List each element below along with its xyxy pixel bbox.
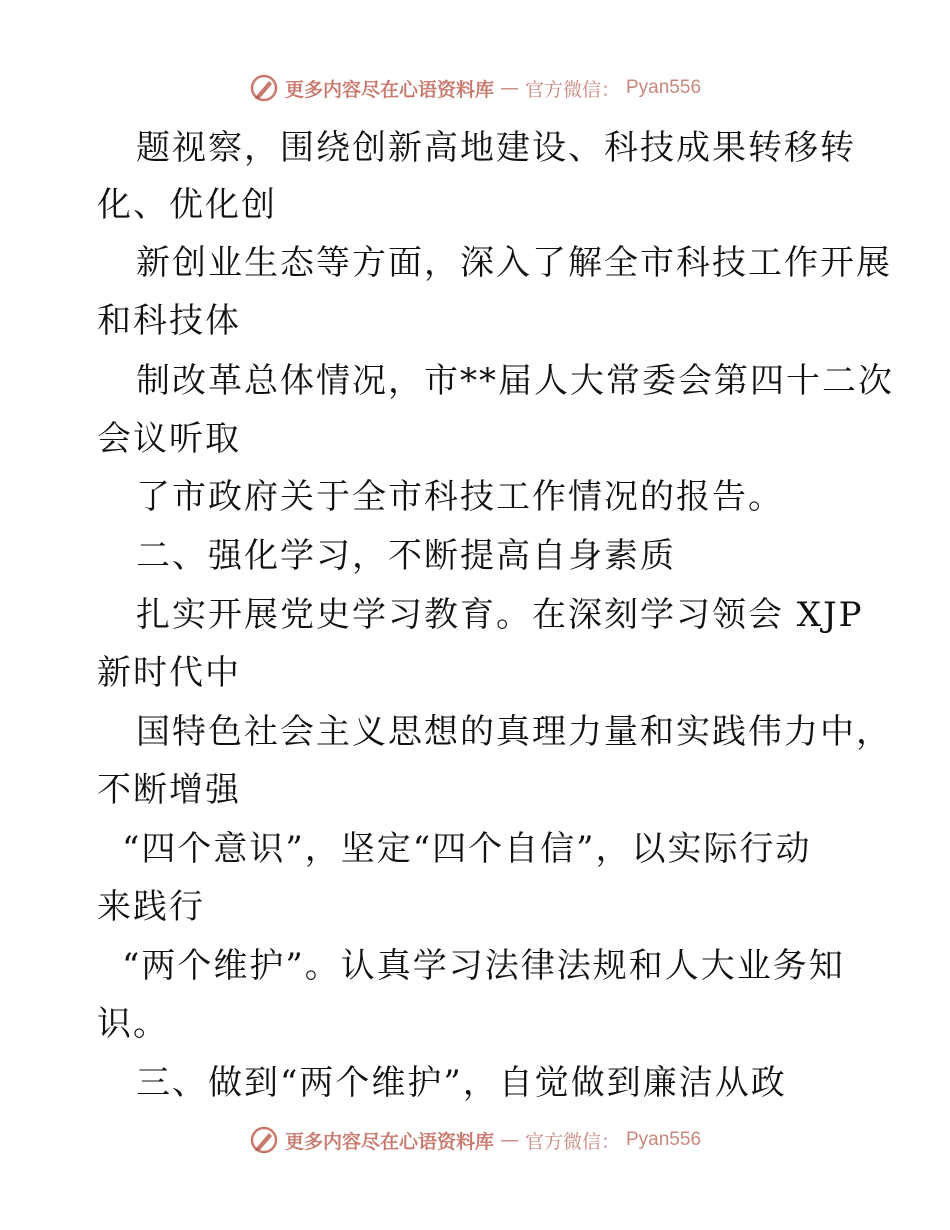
header-wechat-id: Pyan556	[626, 77, 702, 98]
header-watermark	[0, 73, 950, 103]
footer-watermark	[0, 1125, 950, 1155]
body-line-10: 新时代中	[97, 653, 241, 693]
body-line-11: 国特色社会主义思想的真理力量和实践伟力中，	[136, 712, 892, 752]
body-line-14: 来践行	[97, 887, 205, 927]
header-banner-text: 更多内容尽在心语资料库	[284, 78, 494, 101]
header-wechat-label: 官方微信：	[524, 78, 620, 101]
section-heading-2: 二、强化学习，不断提高自身素质	[136, 536, 676, 576]
body-line-16: 识。	[97, 1004, 169, 1044]
body-line-1: 题视察，围绕创新高地建设、科技成果转移转	[136, 128, 856, 168]
pen-logo-icon	[249, 73, 279, 103]
header-banner-dash: —	[499, 77, 519, 99]
footer-banner-text: 更多内容尽在心语资料库	[284, 1130, 494, 1153]
pen-logo-icon	[249, 1125, 279, 1155]
body-line-15: “两个维护”。认真学习法律法规和人大业务知	[122, 946, 845, 986]
body-line-3: 新创业生态等方面，深入了解全市科技工作开展	[136, 243, 892, 283]
footer-wechat-id: Pyan556	[626, 1129, 702, 1150]
body-line-13: “四个意识”，坚定“四个自信”，以实际行动	[122, 829, 812, 869]
footer-banner-dash: —	[499, 1129, 519, 1151]
body-line-9: 扎实开展党史学习教育。在深刻学习领会 XJP	[136, 595, 864, 635]
body-line-7: 了市政府关于全市科技工作情况的报告。	[136, 477, 784, 517]
body-line-4: 和科技体	[97, 301, 241, 341]
body-line-6: 会议听取	[97, 419, 241, 459]
body-line-12: 不断增强	[97, 770, 241, 810]
footer-wechat-label: 官方微信：	[524, 1130, 620, 1153]
section-heading-3: 三、做到“两个维护”，自觉做到廉洁从政	[136, 1063, 787, 1103]
body-line-5: 制改革总体情况，市**届人大常委会第四十二次	[136, 361, 894, 401]
body-line-2: 化、优化创	[97, 185, 277, 225]
